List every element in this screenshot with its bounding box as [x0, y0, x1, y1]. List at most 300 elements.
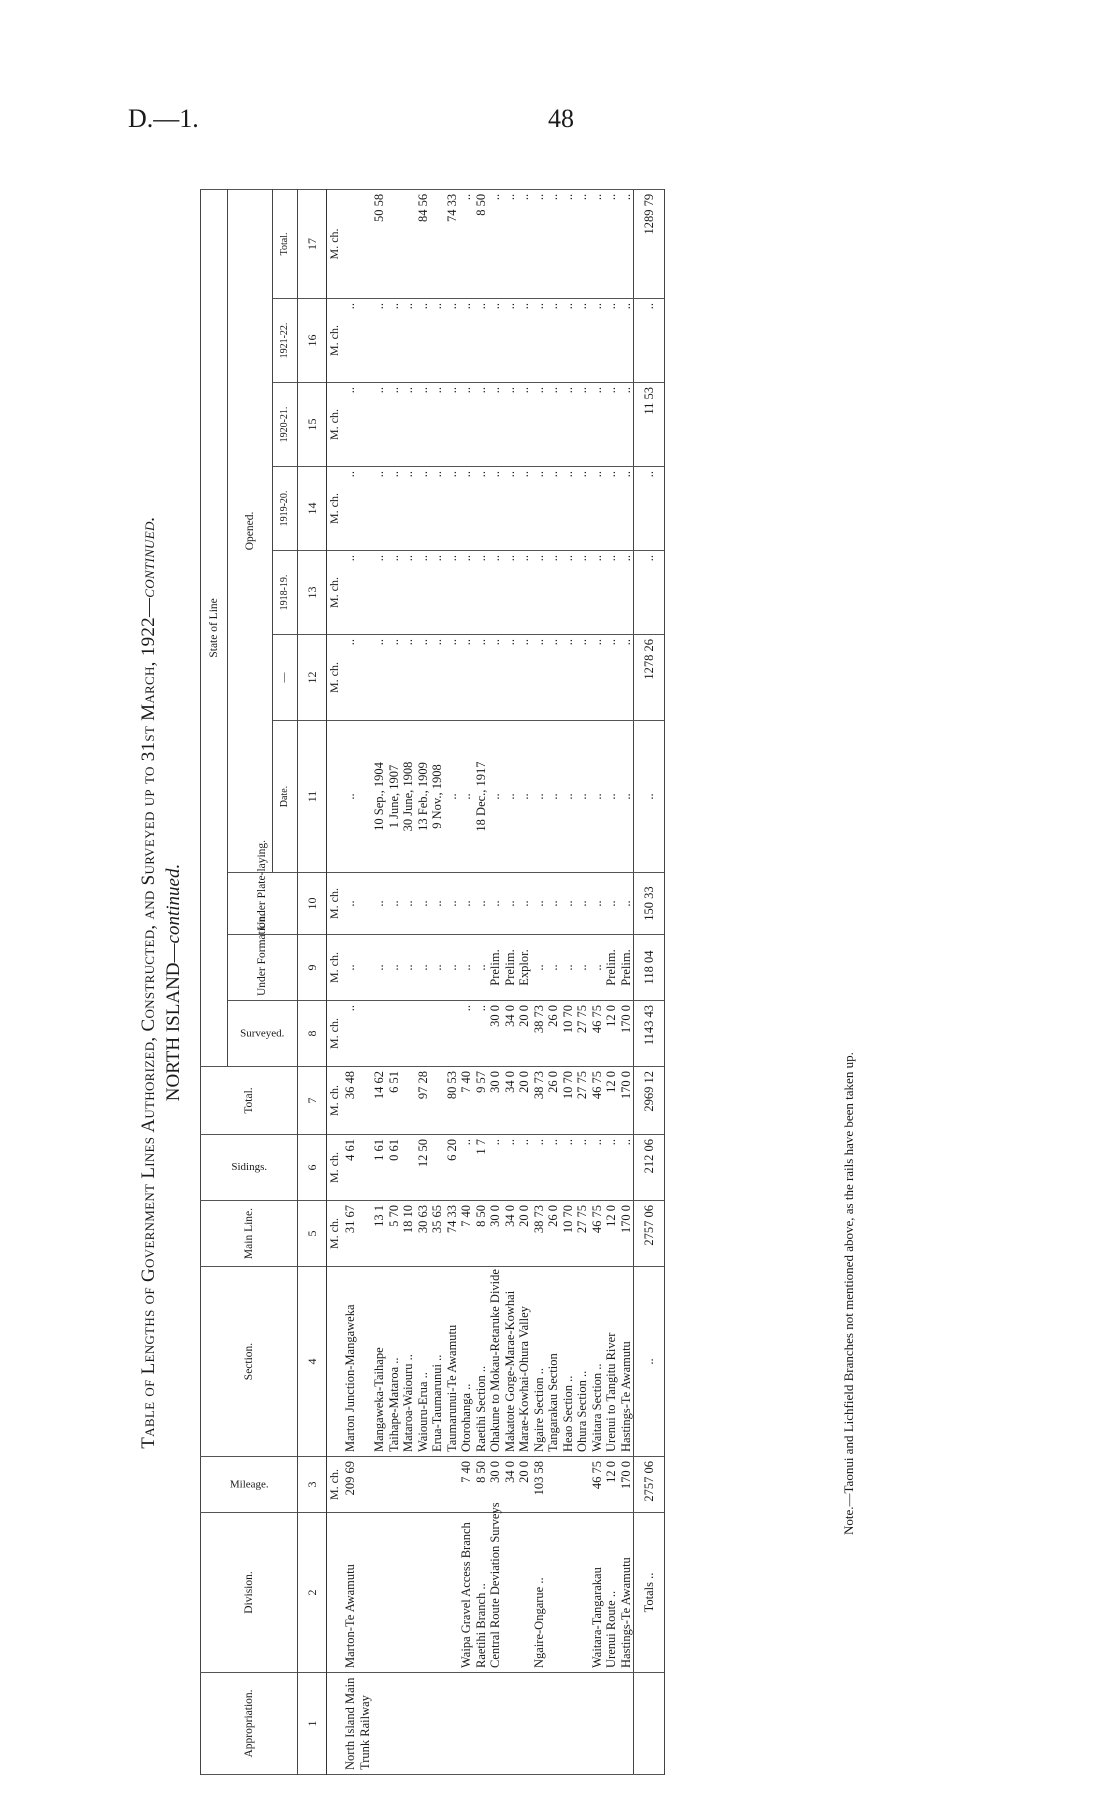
col-1919-20: 1919-20.	[273, 467, 298, 551]
cell-division	[546, 1513, 561, 1673]
cell-mileage	[416, 1457, 431, 1513]
cell-main: 38 73	[532, 1201, 547, 1267]
unit-cell	[327, 721, 344, 873]
cell-section: Ohakune to Mokau-Retaruke Divide	[488, 1267, 503, 1457]
cell-c14: ..	[590, 467, 605, 551]
page-reference: D.—1.	[128, 104, 199, 133]
cell-sidings: ..	[488, 1135, 503, 1201]
unit-cell: M. ch.	[327, 1201, 344, 1267]
cell-c12: ..	[517, 635, 532, 721]
cell-section: Taihape-Mataroa ..	[387, 1267, 402, 1457]
cell-division	[517, 1513, 532, 1673]
cell-c17: 74 33	[445, 189, 460, 298]
cell-c15: ..	[561, 383, 576, 467]
cell-c16: ..	[430, 299, 445, 383]
cell-division: Raetihi Branch ..	[474, 1513, 489, 1673]
cell-sidings: 1 7	[474, 1135, 489, 1201]
cell-platelaying: ..	[416, 873, 431, 935]
cell-total: 46 75	[590, 1067, 605, 1135]
unit-cell: M. ch.	[327, 299, 344, 383]
cell-c13: ..	[416, 551, 431, 635]
cell-platelaying: ..	[575, 873, 590, 935]
cell-mileage: 34 0	[503, 1457, 518, 1513]
cell-date: ..	[445, 721, 460, 873]
cell-platelaying: ..	[619, 873, 634, 935]
cell-surveyed	[387, 1001, 402, 1067]
cell-c14: ..	[474, 467, 489, 551]
totals-c15: 11 53	[634, 383, 665, 467]
table-title	[138, 190, 160, 1775]
cell-surveyed: 38 73	[532, 1001, 547, 1067]
cell-platelaying: ..	[401, 873, 416, 935]
cell-mileage	[546, 1457, 561, 1513]
cell-main: 13 1	[372, 1201, 387, 1267]
cell-date: ..	[343, 721, 372, 873]
cell-c12: ..	[474, 635, 489, 721]
island-label: NORTH ISLAND—	[163, 943, 184, 1102]
appropriation-cell	[445, 1673, 460, 1775]
cell-division	[561, 1513, 576, 1673]
cell-c12: ..	[532, 635, 547, 721]
table-row	[561, 189, 576, 1774]
cell-sidings: ..	[604, 1135, 619, 1201]
cell-section: Hastings-Te Awamutu	[619, 1267, 634, 1457]
cell-sidings: ..	[459, 1135, 474, 1201]
cell-c17: ..	[459, 189, 474, 298]
cell-c12: ..	[575, 635, 590, 721]
cell-formation: Prelim.	[488, 935, 503, 1001]
cell-surveyed	[445, 1001, 460, 1067]
page-number: 48	[548, 104, 574, 133]
column-number: 10	[298, 873, 327, 935]
col-main-line: Main Line.	[201, 1201, 298, 1267]
cell-sidings	[401, 1135, 416, 1201]
table-subtitle	[163, 190, 185, 1775]
cell-section: Marae-Kowhai-Ohura Valley	[517, 1267, 532, 1457]
cell-mileage	[430, 1457, 445, 1513]
cell-surveyed: 10 70	[561, 1001, 576, 1067]
cell-main: 26 0	[546, 1201, 561, 1267]
cell-mileage	[401, 1457, 416, 1513]
cell-c15: ..	[619, 383, 634, 467]
col-under-platelaying: Under Plate-laying.	[228, 873, 298, 935]
appropriation-cell: North Island Main Trunk Railway	[343, 1673, 372, 1775]
cell-c15: ..	[590, 383, 605, 467]
table-row	[343, 189, 372, 1774]
totals-c13: ..	[634, 551, 665, 635]
cell-c14: ..	[503, 467, 518, 551]
cell-division: Central Route Deviation Surveys	[488, 1513, 503, 1673]
appropriation-cell	[575, 1673, 590, 1775]
cell-c17	[387, 189, 402, 298]
cell-c14: ..	[372, 467, 387, 551]
cell-c15: ..	[445, 383, 460, 467]
cell-section: Ngaire Section ..	[532, 1267, 547, 1457]
table-title-continued: continued.	[138, 516, 159, 598]
cell-c15: ..	[387, 383, 402, 467]
cell-c13: ..	[445, 551, 460, 635]
cell-c13: ..	[561, 551, 576, 635]
cell-division	[430, 1513, 445, 1673]
cell-sidings: ..	[503, 1135, 518, 1201]
cell-c17: 84 56	[416, 189, 431, 298]
cell-main: 31 67	[343, 1201, 372, 1267]
cell-main: 27 75	[575, 1201, 590, 1267]
table-row	[430, 189, 445, 1774]
column-number: 11	[298, 721, 327, 873]
table-row	[604, 189, 619, 1774]
cell-c13: ..	[430, 551, 445, 635]
cell-total: 6 51	[387, 1067, 402, 1135]
col-division: Division.	[201, 1513, 298, 1673]
cell-sidings: ..	[532, 1135, 547, 1201]
cell-formation: ..	[561, 935, 576, 1001]
column-number: 2	[298, 1513, 327, 1673]
cell-formation: Explor.	[517, 935, 532, 1001]
table-row	[517, 189, 532, 1774]
cell-c14: ..	[517, 467, 532, 551]
table-row	[575, 189, 590, 1774]
table-row	[387, 189, 402, 1774]
cell-date: ..	[619, 721, 634, 873]
cell-surveyed: 34 0	[503, 1001, 518, 1067]
col-opened-total: Total.	[273, 189, 298, 298]
totals-c12: 1278 26	[634, 635, 665, 721]
cell-date: ..	[561, 721, 576, 873]
col-surveyed-label: Surveyed.	[240, 1027, 285, 1040]
cell-total: 12 0	[604, 1067, 619, 1135]
col-under-formation: Under Formation.	[228, 935, 298, 1001]
cell-total: 170 0	[619, 1067, 634, 1135]
cell-formation: ..	[590, 935, 605, 1001]
cell-c14: ..	[459, 467, 474, 551]
totals-mileage: 2757 06	[634, 1457, 665, 1513]
cell-date: 10 Sep., 1904	[372, 721, 387, 873]
cell-platelaying: ..	[604, 873, 619, 935]
cell-sidings: ..	[561, 1135, 576, 1201]
cell-formation: ..	[532, 935, 547, 1001]
appropriation-cell	[401, 1673, 416, 1775]
rotated-table-page	[118, 190, 878, 1775]
cell-total: 80 53	[445, 1067, 460, 1135]
column-number: 4	[298, 1267, 327, 1457]
cell-section: Tangarakau Section	[546, 1267, 561, 1457]
cell-c13: ..	[343, 551, 372, 635]
cell-section: Waitara Section ..	[590, 1267, 605, 1457]
unit-cell: M. ch.	[327, 1067, 344, 1135]
cell-total: 34 0	[503, 1067, 518, 1135]
cell-sidings: ..	[590, 1135, 605, 1201]
table-body	[327, 189, 665, 1774]
cell-date: ..	[517, 721, 532, 873]
cell-surveyed: 12 0	[604, 1001, 619, 1067]
cell-total: 9 57	[474, 1067, 489, 1135]
cell-c13: ..	[488, 551, 503, 635]
column-number: 15	[298, 383, 327, 467]
cell-section: Erua-Taumarunui ..	[430, 1267, 445, 1457]
cell-formation: ..	[372, 935, 387, 1001]
cell-section: Mangaweka-Taihape	[372, 1267, 387, 1457]
cell-c16: ..	[416, 299, 431, 383]
cell-surveyed: 46 75	[590, 1001, 605, 1067]
cell-c16: ..	[474, 299, 489, 383]
col-1920-21: 1920-21.	[273, 383, 298, 467]
cell-c12: ..	[590, 635, 605, 721]
cell-c14: ..	[575, 467, 590, 551]
appropriation-cell	[561, 1673, 576, 1775]
totals-section: ..	[634, 1267, 665, 1457]
cell-sidings: 6 20	[445, 1135, 460, 1201]
col-mileage-label: Mileage.	[229, 1478, 269, 1491]
cell-c15: ..	[372, 383, 387, 467]
cell-division: Waipa Gravel Access Branch	[459, 1513, 474, 1673]
cell-sidings: 0 61	[387, 1135, 402, 1201]
appropriation-cell	[604, 1673, 619, 1775]
totals-surveyed: 1143 43	[634, 1001, 665, 1067]
cell-c12: ..	[459, 635, 474, 721]
cell-surveyed: 20 0	[517, 1001, 532, 1067]
cell-c15: ..	[416, 383, 431, 467]
column-number: 17	[298, 189, 327, 298]
cell-sidings: ..	[575, 1135, 590, 1201]
cell-formation: Prelim.	[619, 935, 634, 1001]
unit-cell: M. ch.	[327, 189, 344, 298]
cell-c17: 50 58	[372, 189, 387, 298]
cell-section: Waiouru-Erua ..	[416, 1267, 431, 1457]
cell-mileage	[372, 1457, 387, 1513]
cell-main: 8 50	[474, 1201, 489, 1267]
column-number: 1	[298, 1673, 327, 1775]
cell-c13: ..	[503, 551, 518, 635]
cell-total: 7 40	[459, 1067, 474, 1135]
cell-c16: ..	[532, 299, 547, 383]
cell-surveyed: 30 0	[488, 1001, 503, 1067]
cell-c12: ..	[445, 635, 460, 721]
cell-surveyed	[430, 1001, 445, 1067]
cell-section: Ohura Section ..	[575, 1267, 590, 1457]
cell-c16: ..	[546, 299, 561, 383]
table-row	[590, 189, 605, 1774]
cell-formation: ..	[401, 935, 416, 1001]
col-appropriation: Appropriation.	[201, 1673, 298, 1775]
col-1918-19: 1918-19.	[273, 551, 298, 635]
cell-division: Marton-Te Awamutu	[343, 1513, 372, 1673]
table-row	[474, 189, 489, 1774]
cell-surveyed: 170 0	[619, 1001, 634, 1067]
cell-total: 14 62	[372, 1067, 387, 1135]
cell-division	[387, 1513, 402, 1673]
cell-c15: ..	[401, 383, 416, 467]
cell-c16: ..	[343, 299, 372, 383]
cell-c17: ..	[619, 189, 634, 298]
column-number: 7	[298, 1067, 327, 1135]
table-row	[372, 189, 387, 1774]
cell-c15: ..	[488, 383, 503, 467]
cell-c12: ..	[387, 635, 402, 721]
cell-platelaying: ..	[590, 873, 605, 935]
cell-platelaying: ..	[343, 873, 372, 935]
cell-total: 97 28	[416, 1067, 431, 1135]
column-number-row	[298, 189, 327, 1774]
cell-c14: ..	[546, 467, 561, 551]
table-title-main: Table of Lengths of Government Lines Authorized, Constructed, and Surveyed up to 31st March, 1922—	[138, 597, 159, 1449]
cell-formation: Prelim.	[503, 935, 518, 1001]
cell-formation: ..	[546, 935, 561, 1001]
appropriation-cell	[503, 1673, 518, 1775]
cell-mileage	[575, 1457, 590, 1513]
cell-date: ..	[575, 721, 590, 873]
cell-section: Makatote Gorge-Marae-Kowhai	[503, 1267, 518, 1457]
cell-c16: ..	[517, 299, 532, 383]
column-number: 16	[298, 299, 327, 383]
lines-table	[200, 189, 665, 1775]
cell-division	[372, 1513, 387, 1673]
cell-main: 30 0	[488, 1201, 503, 1267]
cell-c15: ..	[430, 383, 445, 467]
cell-sidings: ..	[546, 1135, 561, 1201]
cell-division	[503, 1513, 518, 1673]
cell-c16: ..	[488, 299, 503, 383]
cell-date: 30 June, 1908	[401, 721, 416, 873]
column-number: 5	[298, 1201, 327, 1267]
cell-c13: ..	[474, 551, 489, 635]
cell-main: 35 65	[430, 1201, 445, 1267]
appropriation-cell	[459, 1673, 474, 1775]
cell-platelaying: ..	[430, 873, 445, 935]
cell-surveyed: ..	[343, 1001, 372, 1067]
cell-main: 10 70	[561, 1201, 576, 1267]
cell-c12: ..	[546, 635, 561, 721]
cell-main: 5 70	[387, 1201, 402, 1267]
cell-formation: ..	[387, 935, 402, 1001]
cell-c12: ..	[561, 635, 576, 721]
cell-platelaying: ..	[372, 873, 387, 935]
table-note: Note.—Taonui and Lichfield Branches not mentioned above, as the rails have been taken up.	[841, 1052, 856, 1535]
cell-platelaying: ..	[474, 873, 489, 935]
cell-c16: ..	[604, 299, 619, 383]
cell-date: ..	[488, 721, 503, 873]
table-row	[488, 189, 503, 1774]
cell-formation: ..	[459, 935, 474, 1001]
cell-date: ..	[503, 721, 518, 873]
col-opened: Opened.	[228, 189, 273, 872]
cell-main: 18 10	[401, 1201, 416, 1267]
cell-c17: ..	[590, 189, 605, 298]
cell-total: 30 0	[488, 1067, 503, 1135]
unit-cell: M. ch.	[327, 1001, 344, 1067]
cell-date: ..	[590, 721, 605, 873]
cell-mileage	[561, 1457, 576, 1513]
cell-sidings: 12 50	[416, 1135, 431, 1201]
cell-c14: ..	[445, 467, 460, 551]
cell-c16: ..	[590, 299, 605, 383]
col-surveyed	[228, 1001, 298, 1067]
cell-section: Raetihi Section ..	[474, 1267, 489, 1457]
cell-mileage: 46 75	[590, 1457, 605, 1513]
cell-surveyed	[372, 1001, 387, 1067]
totals-c16: ..	[634, 299, 665, 383]
appropriation-cell	[430, 1673, 445, 1775]
cell-c16: ..	[387, 299, 402, 383]
appropriation-cell	[416, 1673, 431, 1775]
units-row	[327, 189, 344, 1774]
cell-mileage	[387, 1457, 402, 1513]
cell-c13: ..	[619, 551, 634, 635]
cell-main: 170 0	[619, 1201, 634, 1267]
totals-total: 2969 12	[634, 1067, 665, 1135]
cell-c16: ..	[561, 299, 576, 383]
appropriation-cell	[546, 1673, 561, 1775]
cell-platelaying: ..	[561, 873, 576, 935]
cell-surveyed: ..	[474, 1001, 489, 1067]
cell-total: 38 73	[532, 1067, 547, 1135]
totals-sidings: 212 06	[634, 1135, 665, 1201]
totals-platelaying: 150 33	[634, 873, 665, 935]
cell-c13: ..	[546, 551, 561, 635]
cell-c14: ..	[416, 467, 431, 551]
col-date: Date.	[273, 721, 298, 873]
column-number: 3	[298, 1457, 327, 1513]
cell-total: 10 70	[561, 1067, 576, 1135]
unit-cell: M. ch.	[327, 1457, 344, 1513]
cell-main: 20 0	[517, 1201, 532, 1267]
appropriation-cell	[619, 1673, 634, 1775]
cell-c12: ..	[619, 635, 634, 721]
cell-c15: ..	[517, 383, 532, 467]
cell-c17: ..	[575, 189, 590, 298]
cell-division: Urenui Route ..	[604, 1513, 619, 1673]
col-sidings	[201, 1135, 298, 1201]
totals-formation: 118 04	[634, 935, 665, 1001]
cell-c17: ..	[503, 189, 518, 298]
cell-c14: ..	[488, 467, 503, 551]
unit-cell: M. ch.	[327, 467, 344, 551]
col-mileage	[201, 1457, 298, 1513]
column-number: 12	[298, 635, 327, 721]
cell-surveyed	[416, 1001, 431, 1067]
column-number: 6	[298, 1135, 327, 1201]
cell-mileage: 20 0	[517, 1457, 532, 1513]
cell-sidings: 1 61	[372, 1135, 387, 1201]
cell-division	[416, 1513, 431, 1673]
cell-c16: ..	[445, 299, 460, 383]
cell-section: Taumarunui-Te Awamutu	[445, 1267, 460, 1457]
totals-c14: ..	[634, 467, 665, 551]
cell-c16: ..	[459, 299, 474, 383]
cell-platelaying: ..	[503, 873, 518, 935]
cell-division	[445, 1513, 460, 1673]
appropriation-cell	[634, 1673, 665, 1775]
cell-c16: ..	[372, 299, 387, 383]
unit-cell: M. ch.	[327, 1135, 344, 1201]
appropriation-cell	[387, 1673, 402, 1775]
col-section: Section.	[201, 1267, 298, 1457]
cell-total: 27 75	[575, 1067, 590, 1135]
table-row	[546, 189, 561, 1774]
col-1921-22: 1921-22.	[273, 299, 298, 383]
totals-row	[634, 189, 665, 1774]
cell-c16: ..	[575, 299, 590, 383]
table-row	[401, 189, 416, 1774]
cell-date: ..	[532, 721, 547, 873]
cell-section: Urenui to Tangitu River	[604, 1267, 619, 1457]
cell-c15: ..	[459, 383, 474, 467]
appropriation-cell	[474, 1673, 489, 1775]
cell-mileage: 8 50	[474, 1457, 489, 1513]
cell-c17: ..	[561, 189, 576, 298]
cell-c13: ..	[401, 551, 416, 635]
cell-c17	[430, 189, 445, 298]
